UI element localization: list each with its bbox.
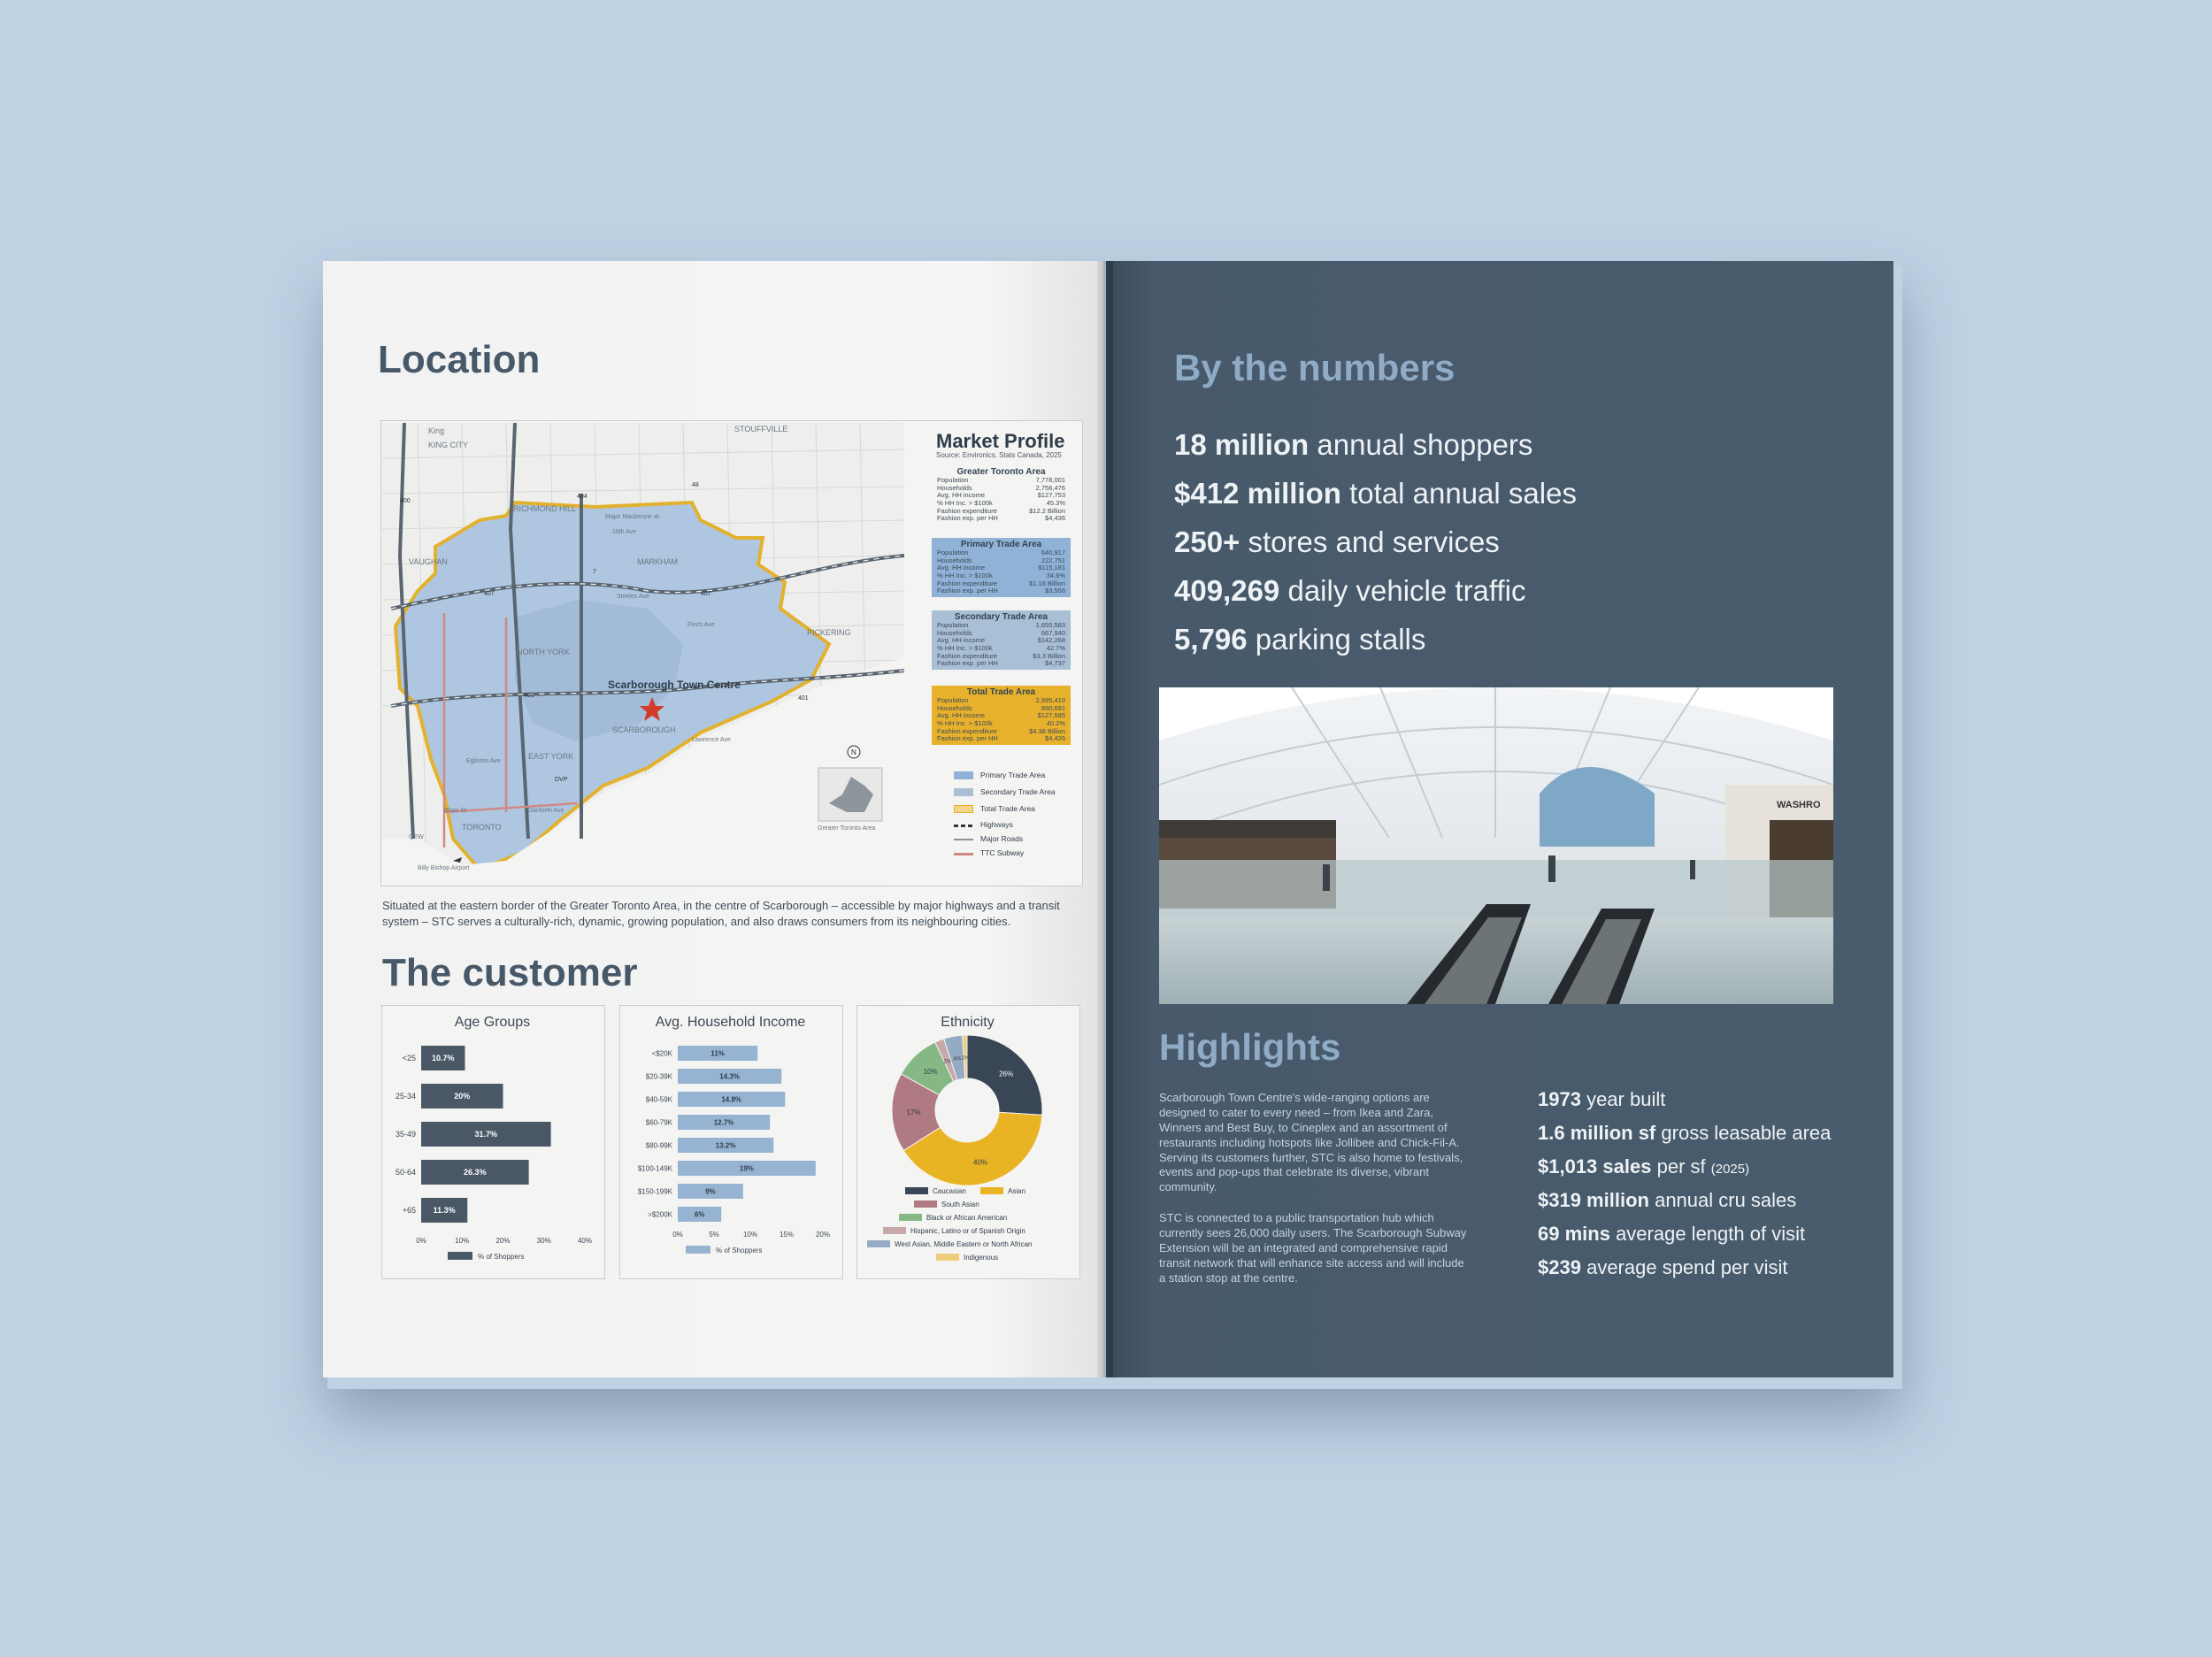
profile-value: 222,751	[1041, 556, 1065, 564]
profile-value: $3,556	[1045, 587, 1065, 595]
profile-label: Households	[937, 703, 972, 712]
bar-value-label: 9%	[705, 1187, 716, 1196]
stat-value: 1.6 million sf	[1538, 1122, 1656, 1144]
legend-label: South Asian	[941, 1201, 979, 1208]
area-gta	[932, 465, 1071, 525]
highlights-paragraph-1: Scarborough Town Centre's wide-ranging options are designed to cater to every need – from Ikea and Zara, Winners and Best Buy, to Cineplex and an assortment of restaurants including hotspots like Jollibee and Chick-Fil-A. Serving its customers further, STC is also home to festivals, events and pop-ups that celebrate its diverse, vibrant community.	[1159, 1091, 1463, 1194]
mall-interior-photo	[1159, 687, 1833, 1004]
profile-value: $4.38 Billion	[1029, 726, 1065, 735]
location-description: Situated at the eastern border of the Greater Toronto Area, in the centre of Scarborough – accessible by major highways and a transit system – STC serves a culturally-rich, dynamic, growing population, and also draws consumers from its neighbouring cities.	[382, 899, 1060, 928]
bar-value-label: 14.3%	[719, 1072, 740, 1081]
profile-label: Fashion exp. per HH	[937, 659, 998, 668]
profile-label: Fashion expenditure	[937, 506, 997, 515]
legend-swatch	[867, 1240, 890, 1247]
x-tick-label: 20%	[815, 1231, 831, 1239]
profile-label: Fashion expenditure	[937, 579, 997, 587]
profile-value: $142,268	[1037, 636, 1065, 645]
legend-roads-swatch	[954, 839, 973, 840]
trade-area-map	[382, 423, 904, 883]
category-label: $60-79K	[645, 1118, 672, 1127]
gta-inset-label: Greater Toronto Area	[818, 825, 876, 832]
x-tick-label: 15%	[779, 1231, 795, 1239]
slice-value-label: 4%	[953, 1056, 961, 1062]
stat-label: per sf	[1656, 1155, 1706, 1178]
profile-label: Population	[937, 548, 969, 556]
profile-label: % HH Inc. > $100k	[937, 718, 993, 727]
profile-value: 1,655,583	[1035, 621, 1065, 629]
profile-value: $1.16 Billion	[1029, 579, 1065, 587]
legend-primary-swatch	[954, 771, 973, 779]
map-label-qew: QEW	[409, 834, 424, 840]
profile-value: 640,917	[1041, 548, 1065, 556]
profile-label: Fashion exp. per HH	[937, 587, 998, 595]
profile-value: $4,737	[1045, 659, 1065, 668]
legend-total-swatch	[954, 805, 973, 813]
profile-value: 667,940	[1041, 628, 1065, 637]
stat-value: 5,796	[1174, 623, 1248, 656]
market-profile-title: Market Profile	[936, 430, 1065, 452]
hwy-401-label: 401	[524, 693, 534, 699]
profile-label: Avg. HH income	[937, 711, 986, 720]
x-tick-label: 10%	[742, 1231, 758, 1239]
slice-value-label: 1%	[961, 1055, 970, 1062]
map-label-16th: 16th Ave	[612, 529, 637, 535]
highlight-sales-per-sf	[1538, 1155, 1749, 1178]
household-income-chart	[619, 1035, 841, 1274]
highlight-gla	[1538, 1122, 1831, 1145]
category-label: 25-34	[395, 1092, 416, 1101]
area-name: Total Trade Area	[966, 687, 1036, 697]
profile-value: 45.3%	[1046, 498, 1065, 507]
map-label-markham: MARKHAM	[637, 557, 679, 566]
x-tick-label: 40%	[577, 1237, 593, 1245]
legend-label: Asian	[1008, 1187, 1026, 1195]
slice-value-label: 10%	[923, 1067, 938, 1076]
stat-vehicle-traffic	[1174, 574, 1525, 608]
stat-value: $1,013 sales	[1538, 1155, 1652, 1178]
stat-label: gross leasable area	[1661, 1122, 1832, 1144]
legend-swatch	[914, 1201, 937, 1208]
stat-value: $239	[1538, 1256, 1581, 1278]
profile-label: Households	[937, 556, 972, 564]
stat-label: parking stalls	[1255, 623, 1426, 656]
stat-value: $412 million	[1174, 477, 1341, 510]
map-label-eglinton: Eglinton Ave	[466, 758, 501, 764]
slice-value-label: 40%	[973, 1158, 988, 1167]
legend-label: Hispanic, Latino or of Spanish Origin	[910, 1227, 1025, 1235]
ethnicity-chart	[856, 1026, 1079, 1276]
category-label: $150-199K	[637, 1187, 672, 1196]
legend-swatch	[899, 1214, 922, 1221]
legend-swatch	[936, 1254, 959, 1261]
legend-subway-swatch	[954, 853, 973, 855]
bar-value-label: 31.7%	[474, 1130, 498, 1139]
category-label: +65	[402, 1206, 416, 1215]
area-total	[932, 686, 1071, 745]
category-label: >$200K	[648, 1210, 672, 1219]
stat-label: average length of visit	[1616, 1223, 1806, 1245]
category-label: $20-39K	[645, 1072, 672, 1081]
profile-label: Households	[937, 483, 972, 492]
highlights-paragraph-2: STC is connected to a public transportation hub which currently sees 26,000 daily users. The Scarborough Subway Extension will be an integrated and comprehensive rapid transit network that will enhance site access and will include a station stop at the centre.	[1159, 1211, 1467, 1285]
hwy-7-label: 7	[593, 569, 596, 575]
stat-value: 250+	[1174, 525, 1240, 558]
map-label-bloor: Bloor St	[444, 808, 466, 814]
area-secondary	[932, 610, 1071, 670]
highlights-title: Highlights	[1159, 1026, 1341, 1068]
highlight-year-built	[1538, 1088, 1665, 1111]
map-label-king: King	[428, 426, 445, 435]
map-label-steeles: Steeles Ave	[617, 594, 649, 600]
legend-secondary-swatch	[954, 788, 973, 796]
stat-annual-sales	[1174, 477, 1577, 510]
area-name: Secondary Trade Area	[954, 612, 1048, 622]
profile-row	[937, 515, 1065, 523]
bar-value-label: 14.8%	[721, 1095, 742, 1104]
map-label-stouffville: STOUFFVILLE	[734, 425, 788, 433]
map-label-vaughan: VAUGHAN	[409, 557, 448, 566]
x-tick-label: 10%	[455, 1237, 470, 1245]
map-label-north-york: NORTH YORK	[517, 648, 570, 656]
stat-note: (2025)	[1710, 1162, 1750, 1177]
profile-row	[937, 735, 1065, 743]
profile-label: % HH Inc. > $100k	[937, 643, 993, 652]
stat-value: 409,269	[1174, 574, 1280, 607]
map-label-east-york: EAST YORK	[528, 752, 574, 761]
hwy-48-label: 48	[692, 482, 699, 488]
category-label: 50-64	[395, 1168, 416, 1177]
profile-label: Avg. HH income	[937, 564, 986, 572]
stat-label: annual shoppers	[1317, 428, 1533, 461]
map-label-toronto: TORONTO	[462, 823, 502, 832]
stat-label: stores and services	[1248, 525, 1500, 558]
map-label-richmond-hill: RICHMOND HILL	[513, 504, 577, 513]
hwy-407-east-label: 407	[701, 591, 711, 597]
x-tick-label: 20%	[495, 1237, 511, 1245]
profile-label: Fashion exp. per HH	[937, 514, 998, 523]
profile-value: $127,585	[1037, 711, 1065, 720]
legend-swatch	[980, 1187, 1003, 1194]
legend-primary: Primary Trade Area	[980, 771, 1046, 779]
profile-value: $4,426	[1045, 734, 1065, 743]
highlight-cru-sales	[1538, 1189, 1796, 1212]
x-tick-label: 5%	[709, 1231, 719, 1239]
hwy-407-label: 407	[484, 591, 495, 597]
map-label-king-city: KING CITY	[428, 441, 469, 449]
north-label: N	[851, 748, 856, 756]
bar-value-label: 26.3%	[464, 1168, 487, 1177]
bar-value-label: 13.2%	[715, 1141, 736, 1150]
category-label: <$20K	[651, 1049, 672, 1058]
bar-value-label: 12.7%	[713, 1118, 734, 1127]
profile-value: 42.7%	[1046, 643, 1065, 652]
profile-value: $12.2 Billion	[1029, 506, 1065, 515]
area-name: Primary Trade Area	[960, 540, 1042, 549]
profile-value: 34.6%	[1046, 571, 1065, 579]
area-name: Greater Toronto Area	[956, 467, 1046, 477]
map-label-pickering: PICKERING	[807, 628, 851, 637]
profile-label: Avg. HH income	[937, 636, 986, 645]
hwy-401-east-label: 401	[798, 695, 809, 702]
x-tick-label: 30%	[536, 1237, 551, 1245]
profile-value: $4,436	[1045, 514, 1065, 523]
legend-label: Black or African American	[926, 1214, 1008, 1222]
legend-highways: Highways	[980, 820, 1013, 829]
stat-parking	[1174, 623, 1425, 656]
profile-label: Population	[937, 476, 969, 484]
profile-label: Fashion expenditure	[937, 651, 997, 660]
bar-value-label: 20%	[454, 1092, 471, 1101]
legend-total: Total Trade Area	[980, 804, 1035, 813]
map-label-billy-bishop: Billy Bishop Airport	[418, 865, 470, 871]
profile-value: 7,778,001	[1035, 476, 1065, 484]
profile-row	[937, 660, 1065, 668]
by-numbers-title: By the numbers	[1174, 347, 1455, 388]
stat-label: total annual sales	[1349, 477, 1577, 510]
category-label: $40-59K	[645, 1095, 672, 1104]
stat-annual-shoppers	[1174, 428, 1532, 462]
map-label-danforth: Danforth Ave	[528, 808, 565, 814]
profile-label: % HH Inc. > $100k	[937, 571, 993, 579]
profile-label: Fashion expenditure	[937, 726, 997, 735]
profile-label: Avg. HH income	[937, 491, 986, 500]
profile-row	[937, 587, 1065, 595]
customer-title: The customer	[382, 951, 638, 994]
category-label: 35-49	[395, 1130, 416, 1139]
legend-highway-swatch	[954, 825, 973, 827]
highlight-spend-per-visit	[1538, 1256, 1788, 1279]
slice-value-label: 26%	[999, 1070, 1014, 1078]
category-label: $100-149K	[637, 1164, 672, 1173]
legend-label: Caucasian	[933, 1187, 966, 1195]
area-primary	[932, 538, 1071, 597]
hwy-400-label: 400	[400, 498, 411, 504]
slice-value-label: 17%	[906, 1108, 921, 1116]
map-label-scarborough: SCARBOROUGH	[612, 725, 676, 734]
location-title: Location	[378, 338, 541, 381]
stat-stores	[1174, 525, 1500, 559]
legend-swatch	[686, 1246, 710, 1254]
bar-value-label: 11%	[710, 1049, 725, 1058]
profile-label: Households	[937, 628, 972, 637]
x-tick-label: 0%	[672, 1231, 683, 1239]
legend-ttc-subway: TTC Subway	[980, 848, 1025, 857]
stat-label: annual cru sales	[1655, 1189, 1797, 1211]
age-chart-title: Age Groups	[454, 1015, 531, 1030]
legend-secondary: Secondary Trade Area	[980, 787, 1056, 796]
stat-value: 1973	[1538, 1088, 1581, 1110]
income-chart-title: Avg. Household Income	[655, 1015, 806, 1030]
legend-major-roads: Major Roads	[980, 834, 1024, 843]
hwy-404-label: 404	[577, 494, 588, 500]
stat-label: average spend per visit	[1586, 1256, 1788, 1278]
stat-value: 18 million	[1174, 428, 1310, 461]
slice-value-label: 2%	[943, 1059, 952, 1065]
legend-label: Indigenous	[964, 1254, 999, 1262]
bar-value-label: 6%	[694, 1210, 705, 1219]
stat-label: year built	[1586, 1088, 1666, 1110]
market-profile-source: Source: Environics, Stats Canada, 2025	[936, 451, 1062, 459]
map-label-major-mackenzie: Major Mackenzie dr.	[605, 514, 661, 520]
profile-value: 890,691	[1041, 703, 1065, 712]
bar-value-label: 10.7%	[431, 1054, 455, 1062]
category-label: $80-99K	[645, 1141, 672, 1150]
map-label-stc: Scarborough Town Centre	[608, 679, 741, 691]
profile-label: Population	[937, 621, 969, 629]
profile-value: 40.2%	[1046, 718, 1065, 727]
legend-label: West Asian, Middle Eastern or North African	[895, 1240, 1033, 1248]
ethnicity-chart-title: Ethnicity	[941, 1015, 995, 1030]
map-label-finch: Finch Ave	[687, 622, 715, 628]
legend-label: % of Shoppers	[478, 1253, 525, 1261]
photo-sign-text: WASHRO	[1777, 800, 1821, 810]
highlight-visit-length	[1538, 1223, 1805, 1246]
profile-value: 2,756,476	[1035, 483, 1065, 492]
age-groups-chart	[381, 1035, 603, 1274]
stat-value: 69 mins	[1538, 1223, 1610, 1245]
profile-label: Population	[937, 696, 969, 704]
x-tick-label: 0%	[416, 1237, 426, 1245]
map-label-lawrence: Lawrence Ave	[692, 737, 731, 743]
profile-label: % HH Inc. > $100k	[937, 498, 993, 507]
profile-value: $3.3 Billion	[1033, 651, 1065, 660]
legend-swatch	[448, 1252, 472, 1260]
brochure-gutter	[1097, 261, 1113, 1377]
legend-label: % of Shoppers	[716, 1247, 763, 1254]
profile-value: $115,181	[1038, 564, 1065, 572]
bar-value-label: 11.3%	[433, 1206, 456, 1215]
category-label: <25	[402, 1054, 416, 1062]
stat-label: daily vehicle traffic	[1287, 574, 1526, 607]
stat-value: $319 million	[1538, 1189, 1649, 1211]
profile-value: $127,753	[1037, 491, 1065, 500]
legend-swatch	[883, 1227, 906, 1234]
dvp-label: DVP	[555, 777, 568, 783]
bar-value-label: 19%	[739, 1164, 754, 1173]
profile-label: Fashion exp. per HH	[937, 734, 998, 743]
profile-value: 2,995,410	[1035, 696, 1065, 704]
legend-swatch	[905, 1187, 928, 1194]
